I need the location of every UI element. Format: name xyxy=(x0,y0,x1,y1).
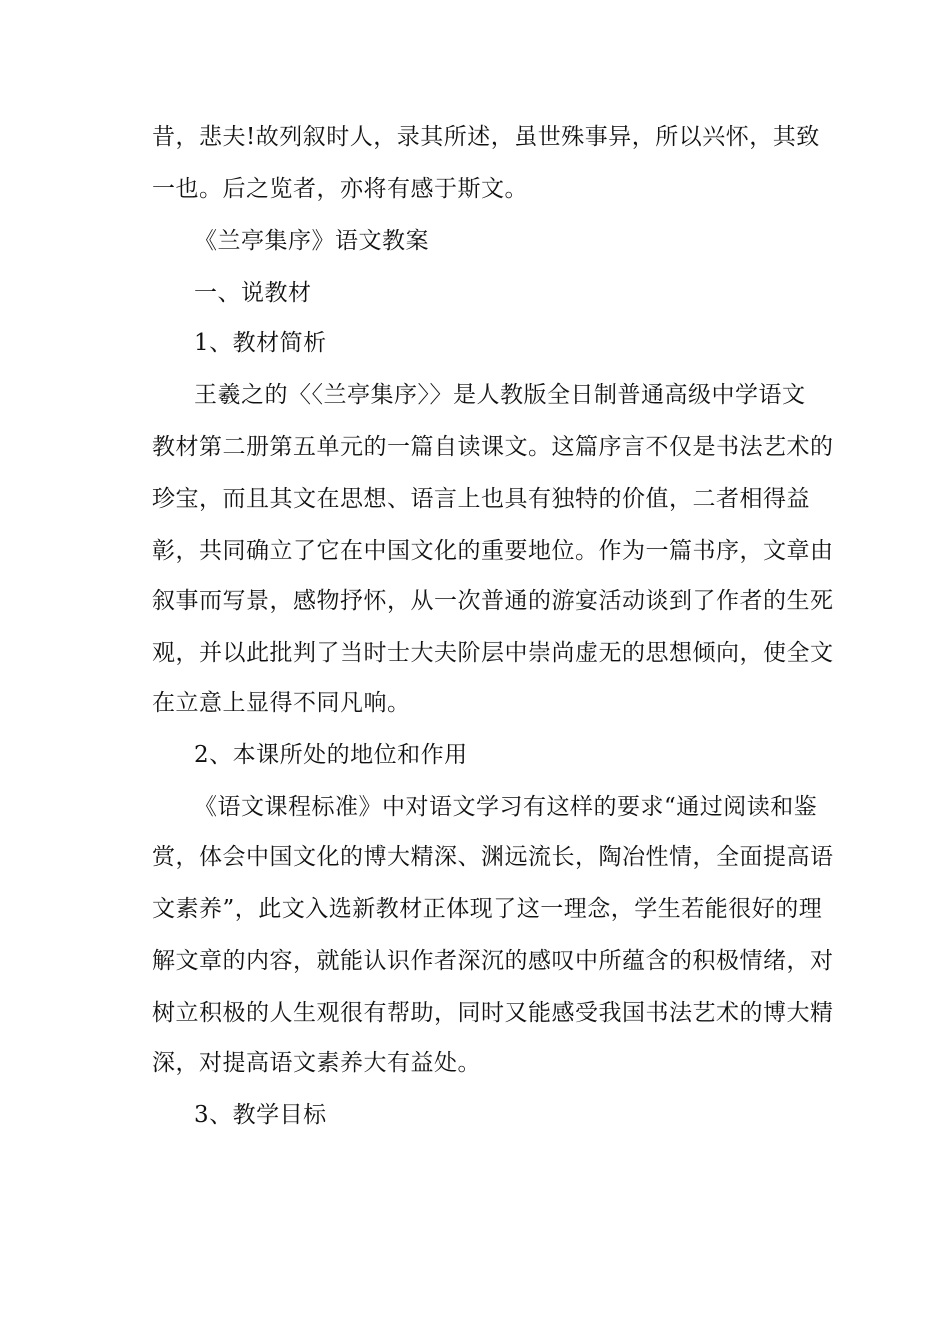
text-line: 观，并以此批判了当时士大夫阶层中崇尚虚无的思想倾向，使全文 xyxy=(152,640,834,666)
section-heading: 一、说教材 xyxy=(194,280,312,306)
text-line: 赏，体会中国文化的博大精深、渊远流长，陶冶性情，全面提高语 xyxy=(152,844,834,870)
subsection-heading: 1、教材简析 xyxy=(194,330,327,356)
text-line: 《语文课程标准》中对语文学习有这样的要求“通过阅读和鉴 xyxy=(194,794,818,820)
text-line: 深，对提高语文素养大有益处。 xyxy=(152,1050,481,1076)
text-line: 珍宝，而且其文在思想、语言上也具有独特的价值，二者相得益 xyxy=(152,486,810,512)
text-line: 解文章的内容，就能认识作者深沉的感叹中所蕴含的积极情绪，对 xyxy=(152,948,834,974)
text-line: 叙事而写景，感物抒怀，从一次普通的游宴活动谈到了作者的生死 xyxy=(152,588,834,614)
text-line: 彰，共同确立了它在中国文化的重要地位。作为一篇书序，文章由 xyxy=(152,538,834,564)
subsection-heading: 2、本课所处的地位和作用 xyxy=(194,742,468,768)
text-line: 教材第二册第五单元的一篇自读课文。这篇序言不仅是书法艺术的 xyxy=(152,434,834,460)
text-line: 昔，悲夫!故列叙时人，录其所述，虽世殊事异，所以兴怀，其致 xyxy=(152,124,820,150)
text-line: 一也。后之览者，亦将有感于斯文。 xyxy=(152,176,528,202)
text-line: 王羲之的〈〈兰亭集序〉〉是人教版全日制普通高级中学语文 xyxy=(194,382,806,408)
subsection-heading: 3、教学目标 xyxy=(194,1102,327,1128)
text-line: 在立意上显得不同凡响。 xyxy=(152,690,411,716)
text-line: 文素养”，此文入选新教材正体现了这一理念，学生若能很好的理 xyxy=(152,896,823,922)
lesson-title: 《兰亭集序》语文教案 xyxy=(194,228,429,254)
text-line: 树立积极的人生观很有帮助，同时又能感受我国书法艺术的博大精 xyxy=(152,1000,834,1026)
